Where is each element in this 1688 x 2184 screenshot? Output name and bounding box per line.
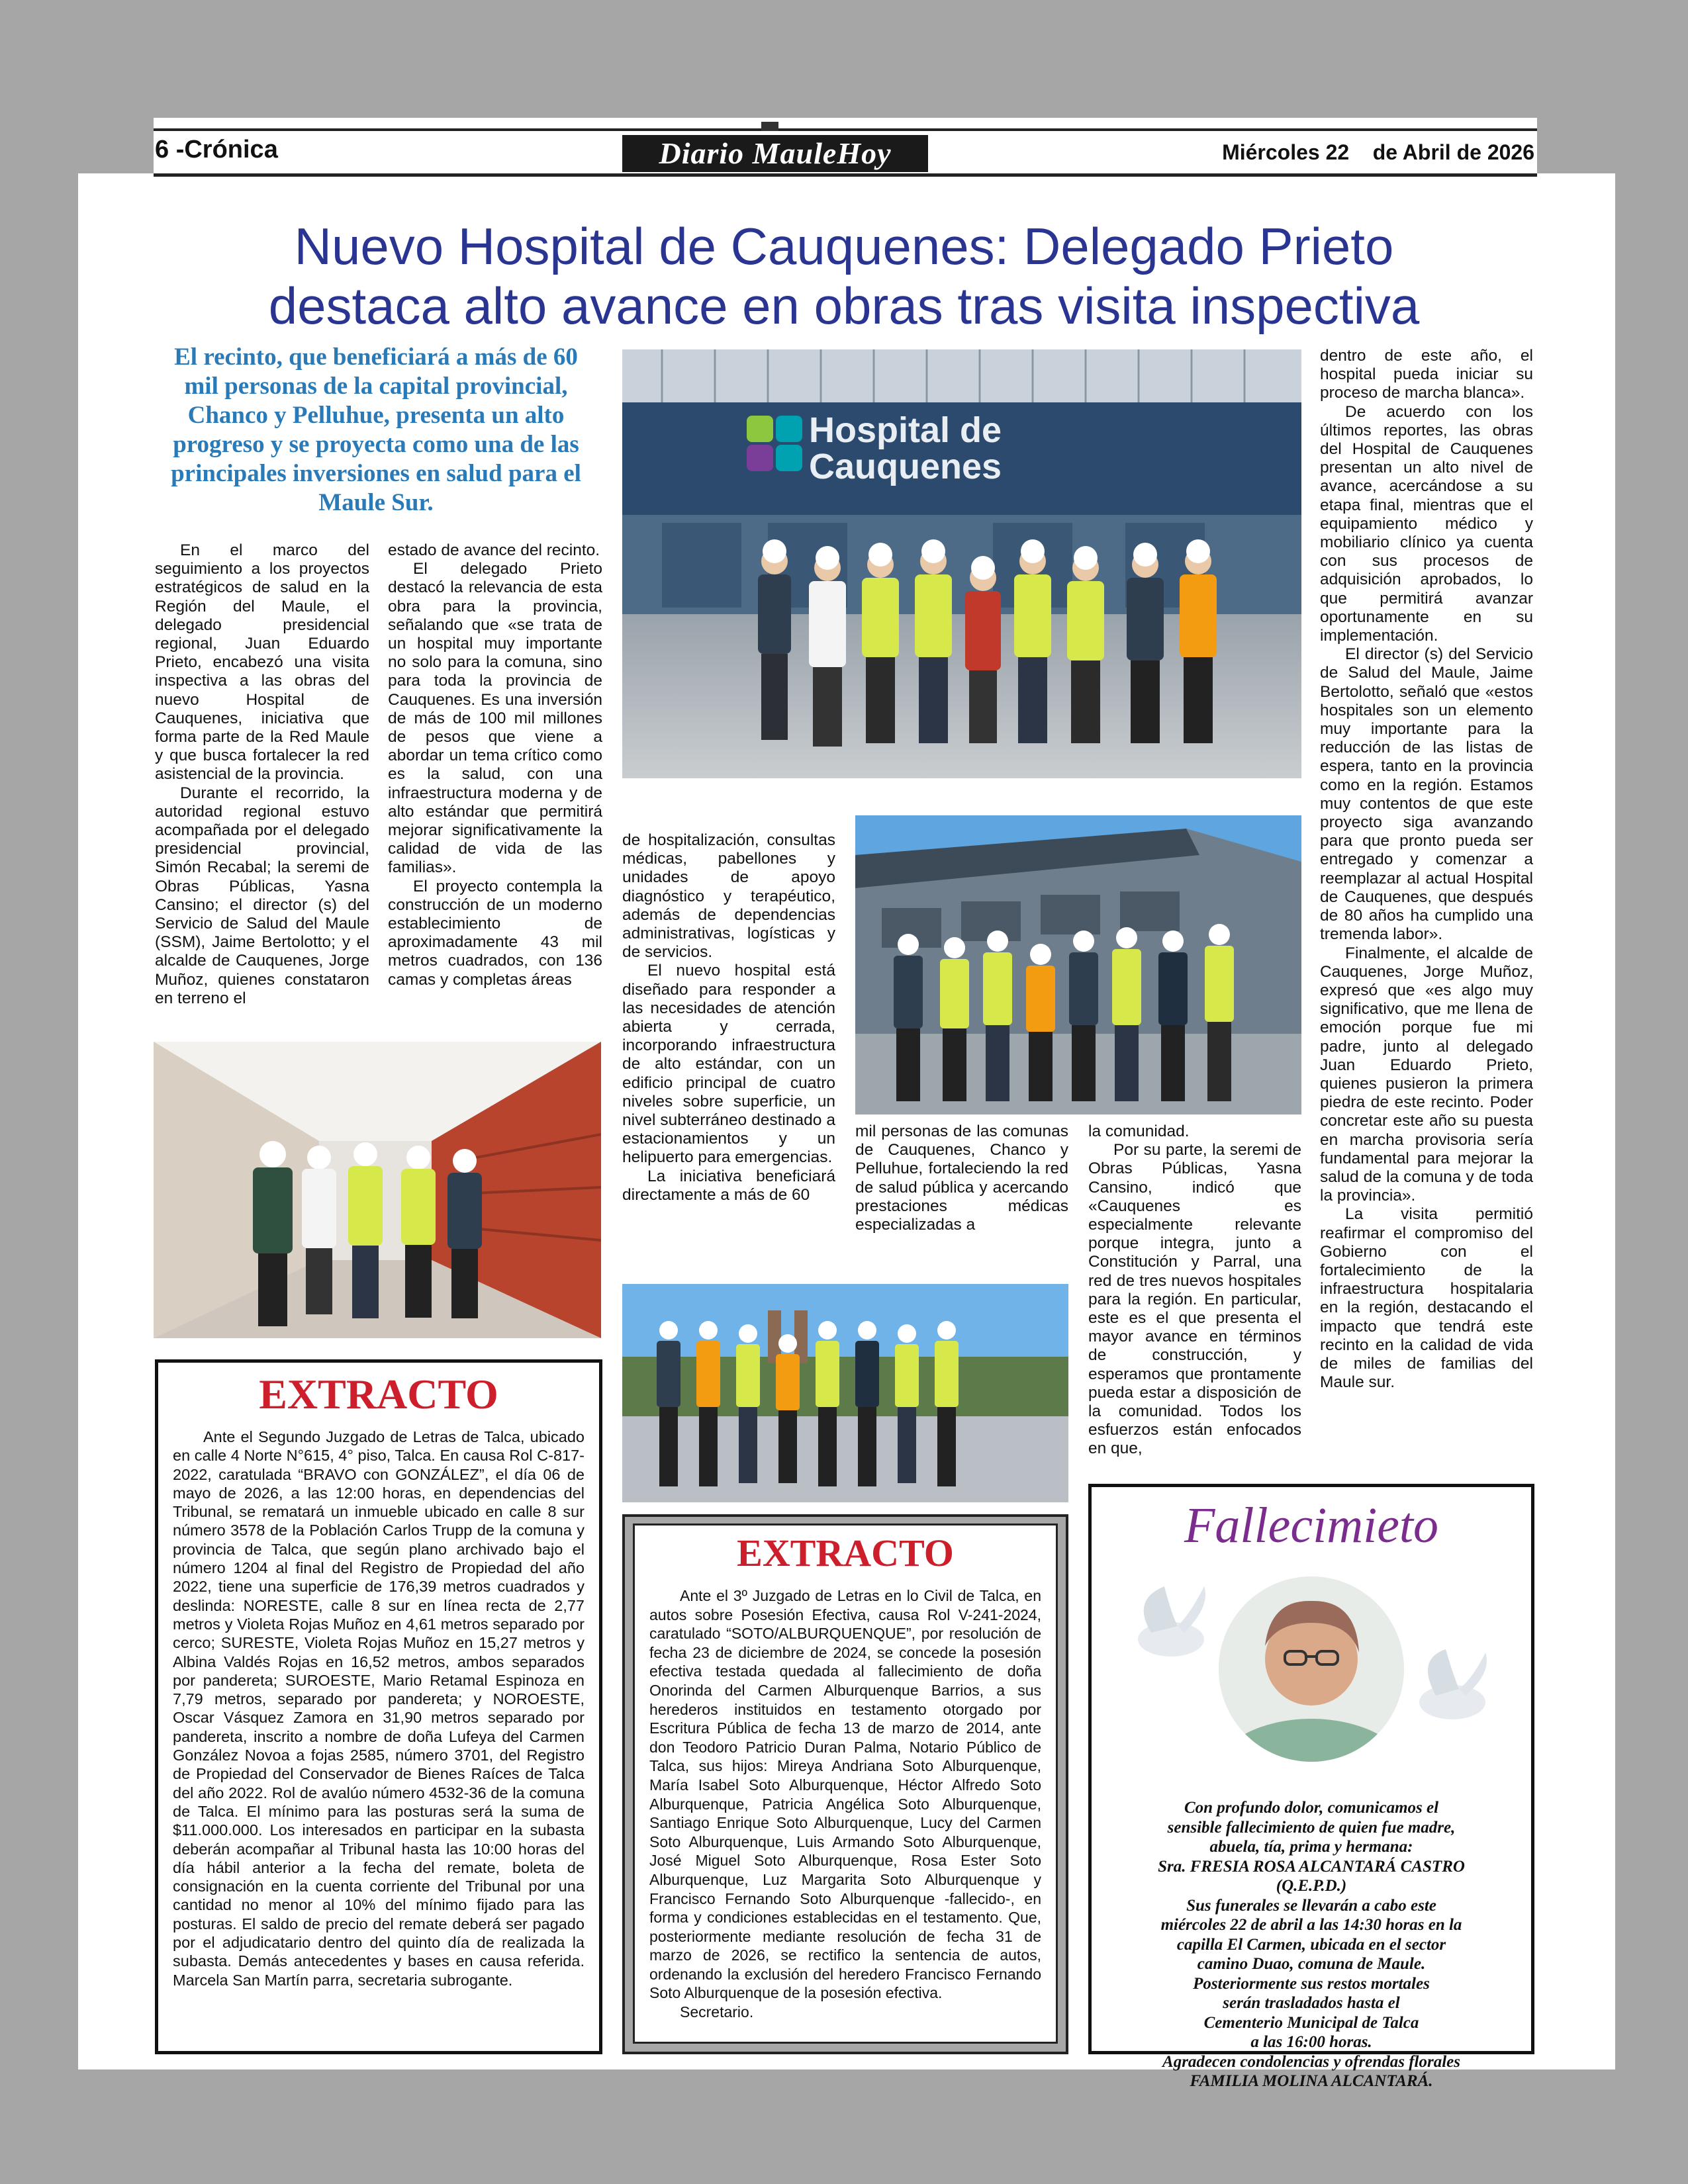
obituary-notice [1088, 1484, 1534, 2090]
legal-notice-extracto-2 [633, 1524, 1058, 2044]
paragraph: La visita permitió reafirmar el compromiso del Gobierno con el fortalecimiento de la infraestructura hospitalaria en la región, destacando el impacto que tendrá este recinto en la calidad de vida de miles de familias del Maule sur. [1320, 1205, 1533, 1392]
obituary-line: serán trasladados hasta el [1223, 1994, 1400, 2012]
article-lead: El recinto, que beneficiará a más de 60 mil personas de la capital provincial, Chanco y Pelluhue, presenta un alto progreso y se proyecta como una de las principales inversiones en salud para el Maule Sur. [171, 343, 581, 516]
masthead: Diario MauleHoy [622, 135, 928, 172]
paragraph: El delegado Prieto destacó la relevancia de esta obra para la provincia, señalando que «se trata de un hospital muy importante no solo para la comuna, sino para toda la provincia de Cauquenes. Es una inversión de más de 100 mil millones de pesos que viene a abordar un tema crítico como es la salud, con una infraestructura moderna y de alto estándar que permitirá mejorar significativamente la calidad de vida de las familias». [388, 560, 602, 877]
photo-corridor-image [154, 1042, 601, 1338]
dove-icon [1419, 1649, 1487, 1719]
photo-hospital-entrance-image [622, 349, 1301, 778]
extracto-2-signature: Secretario. [680, 2003, 754, 2021]
obituary-line: camino Duao, comuna de Maule. [1197, 1955, 1426, 1973]
article-column-6 [1320, 347, 1533, 1392]
obituary-line: Con profundo dolor, comunicamos el [1184, 1799, 1439, 1817]
obituary-line: a las 16:00 horas. [1250, 2033, 1372, 2051]
paragraph: El nuevo hospital está diseñado para responder a las necesidades de atención abierta y cerrada, incorporando infraestructura de alto estándar, con un edificio principal de cuatro niveles sobre superficie, un nivel subterráneo destinado a estacionamientos y un helipuerto para emergencias. [622, 962, 835, 1167]
obituary-line: sensible fallecimiento de quien fue madre, [1167, 1818, 1456, 1837]
paragraph: El director (s) del Servicio de Salud del Maule, Jaime Bertolotto, señaló que «estos hospitales son un elemento muy importante para la reducción de las listas de espera, tanto en la provincia como en la región. Estamos muy contentos de que este proyecto siga avanzando para que pronto pueda ser entregado y comenzar a reemplazar al actual Hospital de Cauquenes, que después de 80 años ha cumplido una tremenda labor». [1320, 645, 1533, 944]
obituary-title: Fallecimieto [1184, 1498, 1439, 1553]
extracto-1-text: Ante el Segundo Juzgado de Letras de Talca, ubicado en calle 4 Norte N°615, 4° piso, Talca. En causa Rol C-817-2022, caratulada “BRAVO con GONZÁLEZ”, el día 06 de mayo de 2026, a las 12:00 horas, en dependencias del Tribunal, se rematará un inmueble ubicado en calle 8 sur número 3578 de la Población Carlos Trupp de la comuna y provincia de Talca, que según plano archivado bajo el número 1204 al final del Registro de Propiedad del año 2022, tiene una superficie de 176,39 metros cuadrados y deslinda: NORESTE, calle 8 sur en línea recta de 2,77 metros y Violeta Rojas Muñoz en 4,61 metros separado por cerco; SURESTE, Violeta Rojas Muñoz en 15,27 metros y Albina Valdés Rojas en 16,52 metros, ambos separados por pandereta; SUROESTE, Mario Retamal Espinoza en 7,79 metros, separado por pandereta; y NOROESTE, Oscar Vásquez Zamora en 31,90 metros separado por pandereta, inscrito a nombre de doña Lufeya del Carmen González Novoa a fojas 2585, número 3701, del Registro de Propiedad del Conservador de Bienes Raíces de Talca del año 2022. Rol de avalúo número 4532-36 de la comuna de Talca. El mínimo para las posturas será la suma de $11.000.000. Los interesados en participar en la subasta deberán acompañar al Tribunal hasta las 10:00 horas del día hábil anterior a la fecha del remate, boleta de consignación en la cuenta corriente del Tribunal por una cantidad no menor al 10% del mínimo fijado para las posturas. El saldo de precio del remate deberá ser pagado por el adjudicatario dentro del quinto día de realizada la subasta. Demás antecedentes y bases en causa referida. Marcela San Martín parra, secretaria subrogante. [173, 1428, 585, 1989]
obituary-signature: FAMILIA MOLINA ALCANTARÁ. [1190, 2072, 1433, 2090]
extracto-2-text: Ante el 3º Juzgado de Letras en lo Civil de Talca, en autos sobre Posesión Efectiva, causa Rol V-241-2024, caratulado “SOTO/ALBURQUENQUE”, por resolución de fecha 23 de diciembre de 2024, se concede la posesión efectiva testada quedada al fallecimiento de doña Onorinda del Carmen Alburquenque Barrios, a sus herederos instituidos en testamento otorgado por Escritura Pública de fecha 13 de marzo de 2014, ante don Teodoro Patricio Duran Palma, Notario Público de Talca, sus hijos: Mireya Andriana Soto Alburquenque, María Isabel Soto Alburquenque, Héctor Alfredo Soto Alburquenque, Patricia Angélica Soto Alburquenque, Santiago Enrique Soto Alburquenque, Lucy del Carmen Soto Alburquenque, Luis Armando Soto Alburquenque, José Miguel Soto Alburquenque, Rosa Ester Soto Alburquenque, Luz Margarita Soto Alburquenque y Francisco Fernando Soto Alburquenque -fallecido-, en forma y condiciones establecidas en el testamento. Que, posteriormente mediante resolución de fecha 31 de marzo de 2026, se rectifico la sentencia de autos, ordenando la exclusión del heredero Francisco Fernando Soto Alburquenque de la posesión efectiva. [649, 1587, 1041, 2002]
paragraph: de hospitalización, consultas médicas, pabellones y unidades de apoyo diagnóstico y terapéutico, además de dependencias administrativas, logísticas y de servicios. [622, 831, 835, 962]
paragraph: Durante el recorrido, la autoridad regional estuvo acompañada por el delegado presidencial provincial, Simón Recabal; la seremi de Obras Públicas, Yasna Cansino; el director (s) del Servicio de Salud del Maule (SSM), Jaime Bertolotto; y el alcalde de Cauquenes, Jorge Muñoz, quienes constataron en terreno el [155, 784, 369, 1007]
header-rule-notch [761, 122, 778, 131]
photo-corridor-walk [154, 1042, 601, 1338]
issue-date: Miércoles 22 de Abril de 2026 [1222, 140, 1534, 164]
obituary-line: Agradecen condolencias y ofrendas florales [1162, 2052, 1460, 2071]
paragraph: Finalmente, el alcalde de Cauquenes, Jorge Muñoz, expresó que «es algo muy significativo, que me llena de emoción porque fue mi padre, junto al delegado Juan Eduardo Prieto, quienes pusieron la primera piedra de este recinto. Poder concretar este año su puesta en marcha provisoria sería fundamental para mejorar la salud de la comuna y de toda la provincia». [1320, 944, 1533, 1205]
headline-line-2: destaca alto avance en obras tras visita inspectiva [268, 277, 1420, 335]
photo-building-group-2 [855, 815, 1301, 1115]
obituary-line: (Q.E.P.D.) [1276, 1877, 1347, 1895]
paragraph: En el marco del seguimiento a los proyectos estratégicos de salud en la Región del Maule, el delegado presidencial regional, Juan Eduardo Prieto, encabezó una visita inspectiva a las obras del nuevo Hospital de Cauquenes, iniciativa que forma parte de la Red Maule y que busca fortalecer la red asistencial de la provincia. [155, 541, 369, 784]
paragraph: la comunidad. [1088, 1122, 1190, 1140]
paragraph: estado de avance del recinto. [388, 541, 600, 559]
paragraph: De acuerdo con los últimos reportes, las obras del Hospital de Cauquenes presentan un alto nivel de avance, acercándose a su etapa final, mientras que el equipamiento médico y mobiliario clínico ya cuenta con sus procesos de adquisición aprobados, lo que permitirá avanzar oportunamente en su implementación. [1320, 402, 1533, 645]
obituary-line: Posteriormente sus restos mortales [1193, 1974, 1430, 1993]
photo-hospital-entrance-group [622, 349, 1301, 778]
group-of-people [758, 539, 1217, 747]
obituary-line: abuela, tía, prima y hermana: [1209, 1838, 1413, 1856]
paragraph: mil personas de las comunas de Cauquenes, Chanco y Pelluhue, fortaleciendo la red de salud pública y acercando prestaciones médicas especializadas a [855, 1122, 1068, 1234]
extracto-2-title: EXTRACTO [737, 1531, 954, 1574]
extracto-1-title: EXTRACTO [259, 1371, 498, 1418]
photo-rooftop-image [622, 1284, 1068, 1502]
building-sign-line-2: Cauquenes [809, 447, 1002, 486]
obituary-line: miércoles 22 de abril a las 14:30 horas en la [1160, 1916, 1462, 1934]
obituary-line: capilla El Carmen, ubicada en el sector [1176, 1935, 1446, 1954]
article-column-4 [855, 1122, 1068, 1234]
obituary-portrait-with-doves [1111, 1560, 1511, 1778]
photo-building-image [855, 815, 1301, 1115]
obituary-line: Cementerio Municipal de Talca [1203, 2013, 1419, 2032]
paragraph: Por su parte, la seremi de Obras Públicas, Yasna Cansino, indicó que «Cauquenes es especialmente relevante porque integra, junto a Constitución y Parral, una red de tres nuevos hospitales para la región. En particular, este es el que presenta el mayor avance en términos de construcción, y esperamos que prontamente pueda estar a disposición de la comunidad. Todos los esfuerzos están enfocados en que, [1088, 1141, 1301, 1458]
building-sign-line-1: Hospital de [809, 410, 1002, 450]
article-column-5 [1088, 1122, 1301, 1459]
photo-rooftop-group [622, 1284, 1068, 1502]
section-label: 6 -Crónica [155, 136, 278, 163]
header-bottom-rule [154, 173, 1537, 177]
header-top-rule [154, 128, 1537, 131]
obituary-name: Sra. FRESIA ROSA ALCANTARÁ CASTRO [1158, 1857, 1465, 1876]
dove-icon [1138, 1586, 1205, 1657]
legal-notice-extracto-1 [155, 1359, 602, 2054]
paragraph: El proyecto contempla la construcción de un moderno establecimiento de aproximadamente 43 mil metros cuadrados, con 136 camas y completas áreas [388, 877, 602, 989]
article-column-1 [155, 541, 369, 1008]
paragraph: dentro de este año, el hospital pueda iniciar su proceso de marcha blanca». [1320, 347, 1533, 402]
article-column-3 [622, 831, 835, 1205]
paragraph: La iniciativa beneficiará directamente a más de 60 [622, 1167, 835, 1204]
headline-line-1: Nuevo Hospital de Cauquenes: Delegado Prieto [294, 217, 1394, 275]
obituary-line: Sus funerales se llevarán a cabo este [1186, 1896, 1436, 1915]
obituary-message [1098, 1798, 1524, 2091]
article-column-2 [388, 541, 602, 989]
